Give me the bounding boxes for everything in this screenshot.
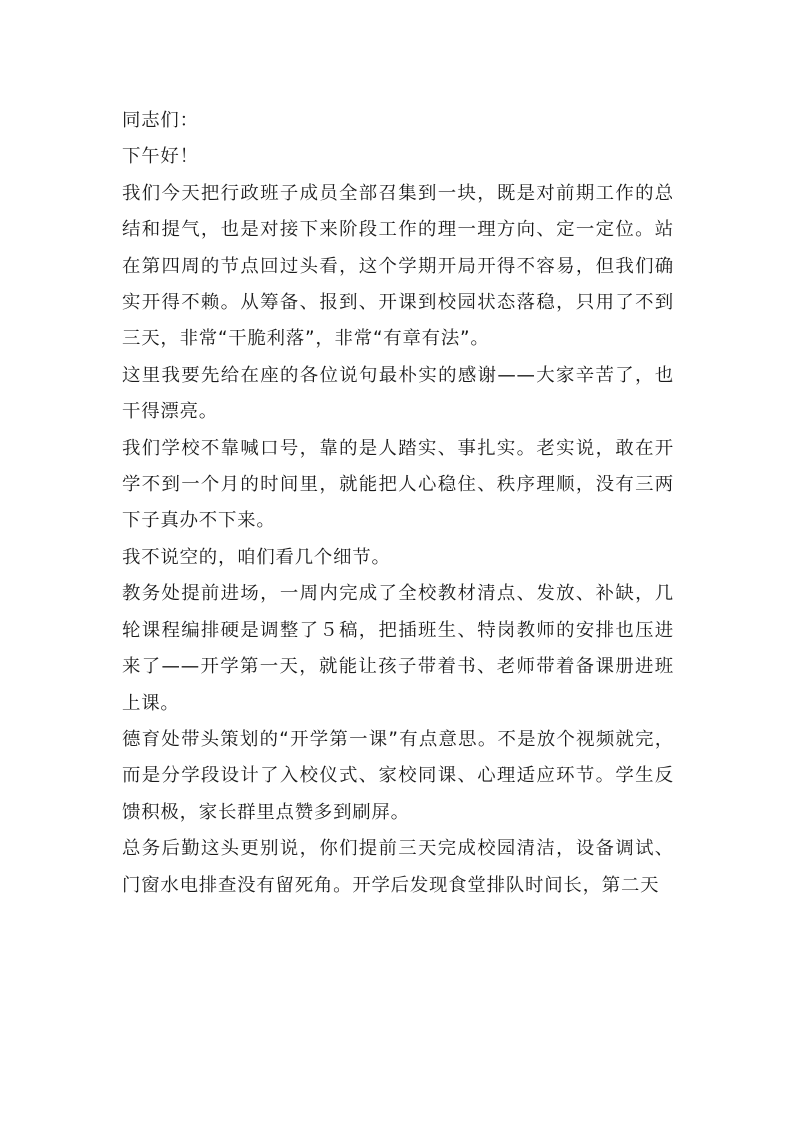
paragraph-logistics: 总务后勤这头更别说，你们提前三天完成校园清洁，设备调试、门窗水电排查没有留死角。开学后发现食堂排队时间长，第二天 [122, 838, 674, 896]
paragraph-thanks: 这里我要先给在座的各位说句最朴实的感谢——大家辛苦了，也干得漂亮。 [122, 364, 674, 423]
salutation: 同志们： [122, 110, 199, 131]
document-page [122, 103, 674, 904]
paragraph-academic-affairs: 教务处提前进场，一周内完成了全校教材清点、发放、补缺，几轮课程编排硬是调整了５稿，把插班生、特岗教师的安排也压进来了——开学第一天，就能让孩子带着书、老师带着备课册进班上课。 [122, 583, 674, 714]
paragraph-details-intro: 我不说空的，咱们看几个细节。 [122, 546, 391, 568]
paragraph-school-style: 我们学校不靠喊口号，靠的是人踏实、事扎实。老实说，敢在开学不到一个月的时间里，就能把人心稳住、秩序理顺，没有三两下子真办不下来。 [122, 437, 674, 532]
paragraph-moral-education: 德育处带头策划的“开学第一课”有点意思。不是放个视频就完，而是分学段设计了入校仪式、家校同课、心理适应环节。学生反馈积极，家长群里点赞多到刷屏。 [122, 728, 674, 823]
greeting: 下午好！ [122, 146, 199, 168]
paragraph-opening: 我们今天把行政班子成员全部召集到一块，既是对前期工作的总结和提气，也是对接下来阶段工作的理一理方向、定一定位。站在第四周的节点回过头看，这个学期开局开得不容易，但我们确实开得不赖。从筹备、报到、开课到校园状态落稳，只用了不到三天，非常“干脆利落”，非常“有章有法”。 [122, 182, 674, 350]
